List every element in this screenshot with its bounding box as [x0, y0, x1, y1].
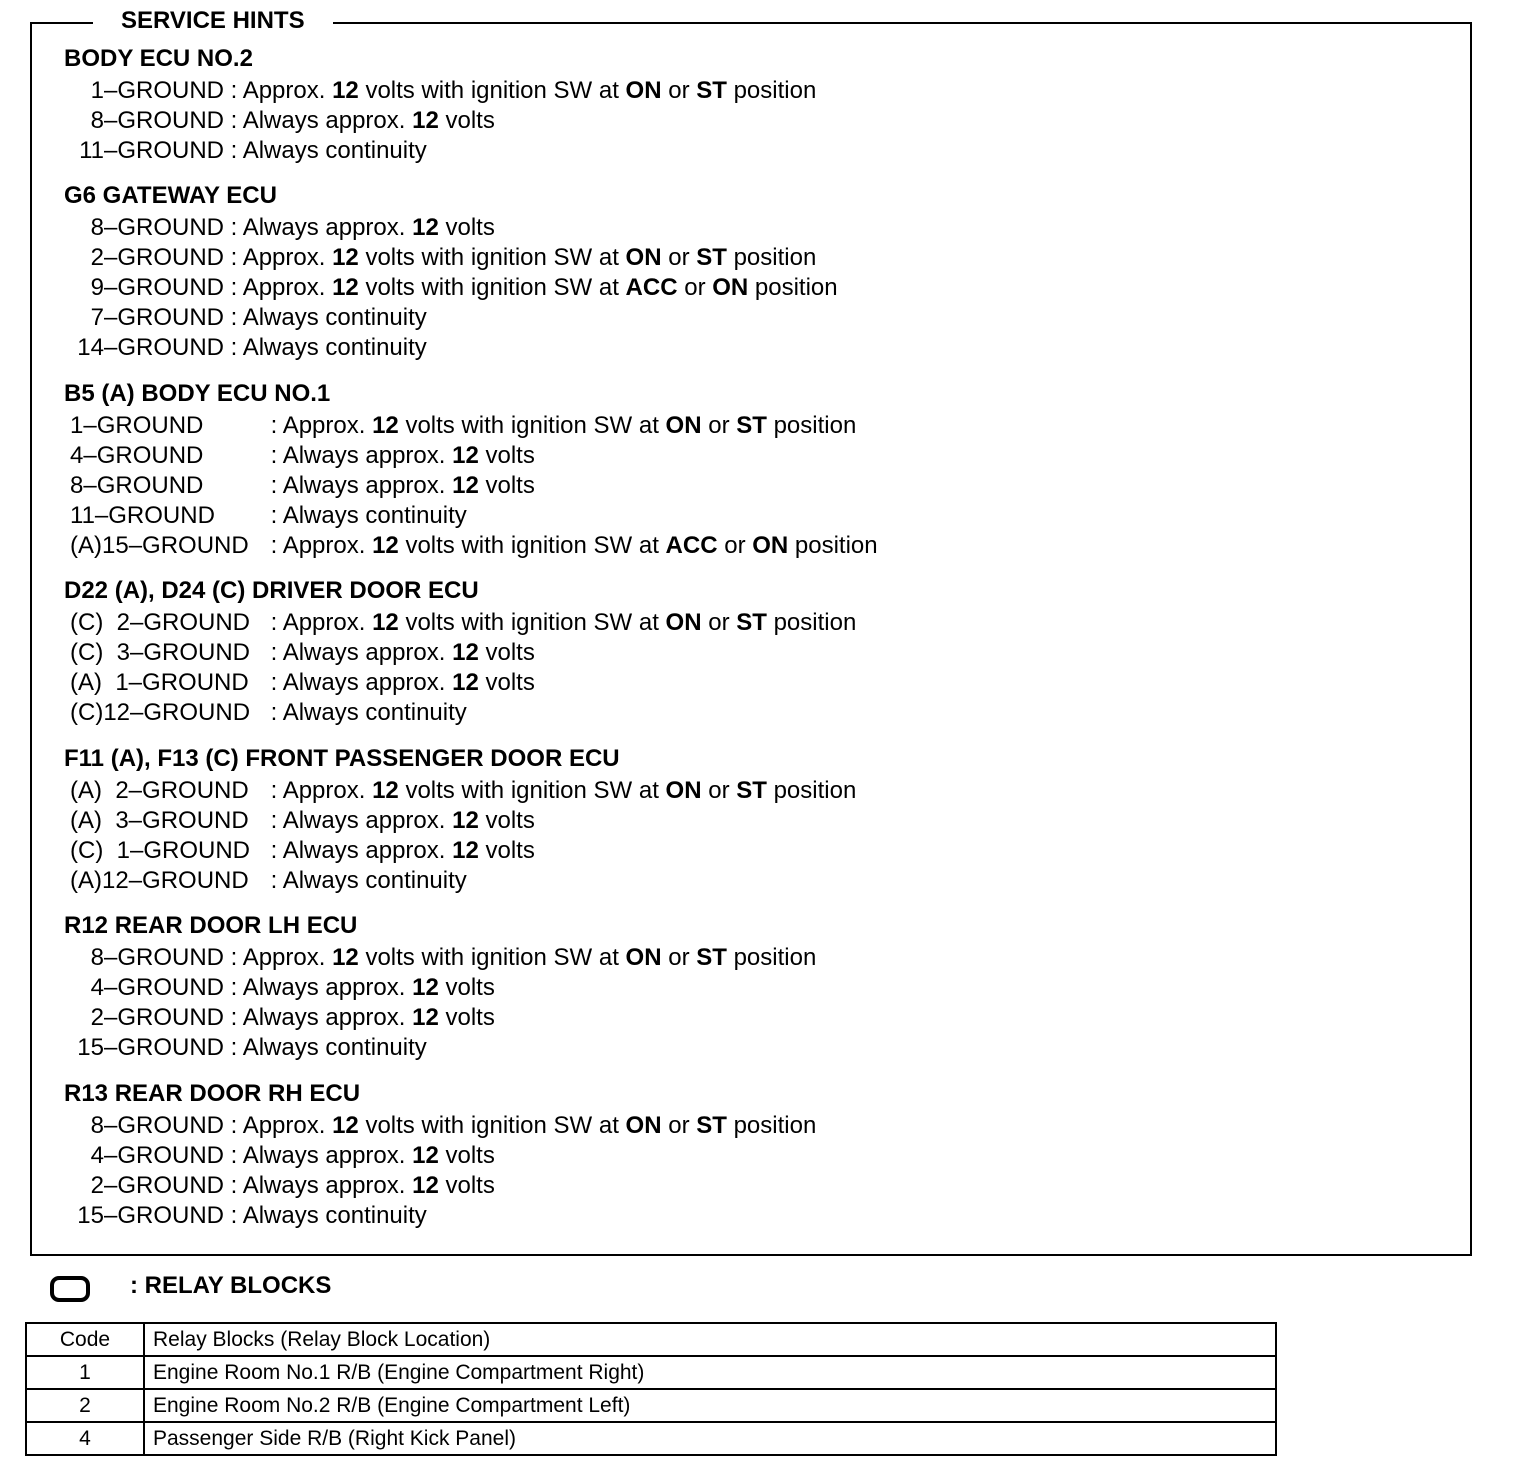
- hint-value: Always continuity: [282, 502, 467, 529]
- separator: :: [224, 1004, 243, 1031]
- hint-line: [64, 303, 838, 333]
- hint-line: [64, 943, 816, 973]
- terminal-label: 2–GROUND: [90, 1004, 224, 1031]
- separator: :: [224, 974, 243, 1001]
- column-header-relay-blocks: Relay Blocks (Relay Block Location): [144, 1323, 1276, 1356]
- separator: :: [264, 412, 283, 439]
- section-title: BODY ECU NO.2: [64, 45, 253, 72]
- separator: :: [264, 867, 283, 894]
- hint-section: [64, 1079, 816, 1231]
- separator: :: [264, 807, 283, 834]
- separator: :: [264, 442, 283, 469]
- hint-value: Approx. 12 volts with ignition SW at ON or ST position: [242, 77, 817, 104]
- hint-value: Always approx. 12 volts: [282, 639, 535, 666]
- cell-relay-block: Passenger Side R/B (Right Kick Panel): [144, 1422, 1276, 1455]
- section-title: R13 REAR DOOR RH ECU: [64, 1080, 361, 1107]
- table-row: [26, 1389, 1276, 1422]
- terminal-label: (A)12–GROUND: [70, 867, 249, 894]
- column-header-code: Code: [26, 1323, 144, 1356]
- separator: :: [224, 1112, 243, 1139]
- hint-line: [64, 213, 838, 243]
- hint-line: [64, 1003, 816, 1033]
- hint-value: Always approx. 12 volts: [242, 1004, 495, 1031]
- hint-value: Always approx. 12 volts: [282, 807, 535, 834]
- hint-line: [64, 608, 856, 638]
- terminal-label: (C)12–GROUND: [70, 699, 251, 726]
- separator: :: [224, 214, 243, 241]
- hint-section: [64, 576, 856, 728]
- terminal-label: 15–GROUND: [77, 1202, 224, 1229]
- terminal-label: 8–GROUND: [70, 472, 204, 499]
- cell-relay-block: Engine Room No.2 R/B (Engine Compartment Left): [144, 1389, 1276, 1422]
- hint-value: Approx. 12 volts with ignition SW at ON or ST position: [242, 944, 817, 971]
- table-row: [26, 1422, 1276, 1455]
- hint-value: Always approx. 12 volts: [242, 974, 495, 1001]
- hint-line: [64, 471, 878, 501]
- separator: :: [264, 777, 283, 804]
- legend-label: : RELAY BLOCKS: [130, 1272, 332, 1299]
- relay-block-table: [25, 1322, 1277, 1456]
- separator: :: [224, 77, 243, 104]
- hint-section: [64, 744, 856, 896]
- hint-value: Always continuity: [242, 137, 427, 164]
- relay-block-icon: [50, 1276, 90, 1302]
- hint-line: [64, 501, 878, 531]
- section-title: F11 (A), F13 (C) FRONT PASSENGER DOOR ECU: [64, 745, 620, 772]
- hint-section: [64, 911, 816, 1063]
- hint-line: [64, 531, 878, 561]
- separator: :: [224, 137, 243, 164]
- hint-line: [64, 411, 878, 441]
- hint-value: Always approx. 12 volts: [242, 214, 495, 241]
- cell-code: 4: [26, 1422, 144, 1455]
- terminal-label: 11–GROUND: [70, 502, 215, 529]
- hint-value: Approx. 12 volts with ignition SW at ACC or ON position: [242, 274, 838, 301]
- hint-line: [64, 1201, 816, 1231]
- separator: :: [224, 244, 243, 271]
- separator: :: [264, 532, 283, 559]
- hint-value: Approx. 12 volts with ignition SW at ON or ST position: [242, 244, 817, 271]
- hint-value: Always approx. 12 volts: [282, 442, 535, 469]
- terminal-label: 7–GROUND: [90, 304, 224, 331]
- hint-value: Always approx. 12 volts: [282, 837, 535, 864]
- hint-value: Always continuity: [242, 304, 427, 331]
- hint-value: Always approx. 12 volts: [242, 1172, 495, 1199]
- separator: :: [264, 609, 283, 636]
- separator: :: [224, 944, 243, 971]
- separator: :: [264, 502, 283, 529]
- terminal-label: (C) 1–GROUND: [70, 837, 251, 864]
- separator: :: [264, 669, 283, 696]
- hint-line: [64, 243, 838, 273]
- hint-value: Approx. 12 volts with ignition SW at ACC or ON position: [282, 532, 878, 559]
- terminal-label: 14–GROUND: [77, 334, 224, 361]
- hint-line: [64, 806, 856, 836]
- service-hints-title: SERVICE HINTS: [93, 6, 333, 36]
- hint-value: Always approx. 12 volts: [282, 669, 535, 696]
- terminal-label: 4–GROUND: [70, 442, 204, 469]
- separator: :: [224, 1142, 243, 1169]
- hint-line: [64, 1171, 816, 1201]
- hint-value: Always continuity: [242, 334, 427, 361]
- separator: :: [264, 699, 283, 726]
- hint-line: [64, 836, 856, 866]
- hint-line: [64, 441, 878, 471]
- section-title: D22 (A), D24 (C) DRIVER DOOR ECU: [64, 577, 479, 604]
- hint-value: Always approx. 12 volts: [282, 472, 535, 499]
- separator: :: [224, 1202, 243, 1229]
- hint-line: [64, 1033, 816, 1063]
- hint-line: [64, 866, 856, 896]
- terminal-label: 8–GROUND: [90, 107, 224, 134]
- hint-value: Always approx. 12 volts: [242, 107, 495, 134]
- hint-line: [64, 973, 816, 1003]
- hint-value: Always continuity: [282, 699, 467, 726]
- terminal-label: 4–GROUND: [90, 1142, 224, 1169]
- terminal-label: (C) 2–GROUND: [70, 609, 251, 636]
- hint-value: Always approx. 12 volts: [242, 1142, 495, 1169]
- table-header-row: [26, 1323, 1276, 1356]
- hint-line: [64, 638, 856, 668]
- hint-line: [64, 698, 856, 728]
- terminal-label: (A) 1–GROUND: [70, 669, 249, 696]
- separator: :: [224, 334, 243, 361]
- terminal-label: 1–GROUND: [70, 412, 204, 439]
- hint-value: Always continuity: [242, 1202, 427, 1229]
- hint-value: Approx. 12 volts with ignition SW at ON or ST position: [242, 1112, 817, 1139]
- terminal-label: (C) 3–GROUND: [70, 639, 251, 666]
- hint-section: [64, 379, 878, 561]
- separator: :: [264, 639, 283, 666]
- terminal-label: (A) 3–GROUND: [70, 807, 249, 834]
- hint-value: Always continuity: [242, 1034, 427, 1061]
- hint-value: Always continuity: [282, 867, 467, 894]
- separator: :: [224, 107, 243, 134]
- separator: :: [264, 472, 283, 499]
- hint-section: [64, 44, 816, 166]
- separator: :: [224, 1172, 243, 1199]
- table-row: [26, 1356, 1276, 1389]
- hint-line: [64, 106, 816, 136]
- section-title: R12 REAR DOOR LH ECU: [64, 912, 358, 939]
- hint-section: [64, 181, 838, 363]
- hint-line: [64, 1111, 816, 1141]
- section-title: B5 (A) BODY ECU NO.1: [64, 380, 331, 407]
- cell-code: 2: [26, 1389, 144, 1422]
- terminal-label: 1–GROUND: [90, 77, 224, 104]
- hint-line: [64, 668, 856, 698]
- terminal-label: (A) 2–GROUND: [70, 777, 249, 804]
- hint-line: [64, 333, 838, 363]
- hint-value: Approx. 12 volts with ignition SW at ON or ST position: [282, 609, 857, 636]
- terminal-label: 8–GROUND: [90, 1112, 224, 1139]
- terminal-label: 9–GROUND: [90, 274, 224, 301]
- section-title: G6 GATEWAY ECU: [64, 182, 277, 209]
- hint-line: [64, 1141, 816, 1171]
- separator: :: [224, 1034, 243, 1061]
- cell-relay-block: Engine Room No.1 R/B (Engine Compartment Right): [144, 1356, 1276, 1389]
- hint-line: [64, 273, 838, 303]
- terminal-label: 2–GROUND: [90, 1172, 224, 1199]
- terminal-label: (A)15–GROUND: [70, 532, 249, 559]
- hint-line: [64, 76, 816, 106]
- separator: :: [264, 837, 283, 864]
- hint-line: [64, 136, 816, 166]
- cell-code: 1: [26, 1356, 144, 1389]
- terminal-label: 15–GROUND: [77, 1034, 224, 1061]
- separator: :: [224, 274, 243, 301]
- hint-line: [64, 776, 856, 806]
- terminal-label: 11–GROUND: [79, 137, 224, 164]
- hint-value: Approx. 12 volts with ignition SW at ON or ST position: [282, 777, 857, 804]
- terminal-label: 2–GROUND: [90, 244, 224, 271]
- terminal-label: 8–GROUND: [90, 944, 224, 971]
- separator: :: [224, 304, 243, 331]
- terminal-label: 8–GROUND: [90, 214, 224, 241]
- hint-value: Approx. 12 volts with ignition SW at ON or ST position: [282, 412, 857, 439]
- terminal-label: 4–GROUND: [90, 974, 224, 1001]
